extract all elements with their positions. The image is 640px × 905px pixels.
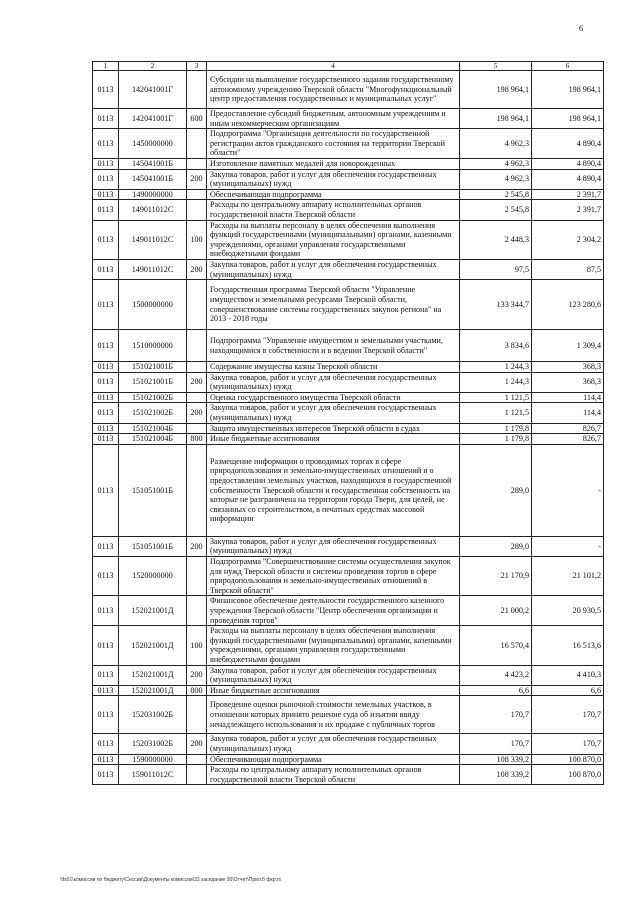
table-row xyxy=(93,403,604,423)
expense-type-code xyxy=(187,189,207,200)
amount-plan: 4 423,2 xyxy=(460,665,532,685)
header-col-2: 2 xyxy=(119,62,187,71)
amount-actual: 368,3 xyxy=(532,362,604,373)
amount-plan: 108 339,2 xyxy=(460,754,532,765)
section-code: 0113 xyxy=(93,444,119,536)
target-article-code: 151021004Б xyxy=(119,434,187,445)
table-row xyxy=(93,189,604,200)
target-article-code: 151051001Б xyxy=(119,536,187,556)
target-article-code: 1510000000 xyxy=(119,330,187,362)
table-row xyxy=(93,754,604,765)
amount-actual: 87,5 xyxy=(532,259,604,279)
amount-actual: 2 304,2 xyxy=(532,220,604,259)
amount-actual: - xyxy=(532,536,604,556)
target-article-code: 145041001Б xyxy=(119,158,187,169)
amount-actual: 2 391,7 xyxy=(532,189,604,200)
target-article-code: 151021004Б xyxy=(119,423,187,434)
amount-actual: 100 870,0 xyxy=(532,754,604,765)
description: Предоставление субсидий бюджетным, автономным учреждениям и иным некоммерческим организациям xyxy=(207,109,460,129)
amount-plan: 2 545,8 xyxy=(460,200,532,220)
amount-plan: 108 339,2 xyxy=(460,765,532,785)
description: Закупка товаров, работ и услуг для обеспечения государственных (муниципальных) нужд xyxy=(207,169,460,189)
page-number: 6 xyxy=(579,24,583,33)
section-code: 0113 xyxy=(93,392,119,403)
section-code: 0113 xyxy=(93,169,119,189)
description: Закупка товаров, работ и услуг для обеспечения государственных (муниципальных) нужд xyxy=(207,734,460,754)
amount-actual: 114,4 xyxy=(532,392,604,403)
amount-plan: 1 179,8 xyxy=(460,423,532,434)
section-code: 0113 xyxy=(93,259,119,279)
expense-type-code: 200 xyxy=(187,372,207,392)
expense-type-code xyxy=(187,596,207,626)
table-row xyxy=(93,536,604,556)
target-article-code: 152021001Д xyxy=(119,626,187,665)
target-article-code: 152021001Д xyxy=(119,685,187,696)
table-row xyxy=(93,372,604,392)
expense-type-code xyxy=(187,280,207,330)
table-body xyxy=(93,71,604,785)
amount-actual: 16 513,6 xyxy=(532,626,604,665)
section-code: 0113 xyxy=(93,129,119,159)
target-article-code: 149011012С xyxy=(119,259,187,279)
description: Закупка товаров, работ и услуг для обеспечения государственных (муниципальных) нужд xyxy=(207,403,460,423)
table-row xyxy=(93,434,604,445)
target-article-code: 142041001Г xyxy=(119,71,187,109)
amount-actual: 4 410,3 xyxy=(532,665,604,685)
section-code: 0113 xyxy=(93,696,119,734)
description: Расходы на выплаты персоналу в целях обеспечения выполнения функций государственными (муниципальными) органами, казенными учреждениями, органами управления государственными внебюджетными фондами xyxy=(207,220,460,259)
expense-type-code: 800 xyxy=(187,434,207,445)
header-col-6: 6 xyxy=(532,62,604,71)
target-article-code: 149011012С xyxy=(119,200,187,220)
expense-type-code xyxy=(187,71,207,109)
description: Закупка товаров, работ и услуг для обеспечения государственных (муниципальных) нужд xyxy=(207,259,460,279)
expense-type-code: 100 xyxy=(187,220,207,259)
expense-type-code xyxy=(187,158,207,169)
amount-actual: 4 890,4 xyxy=(532,158,604,169)
amount-actual: 4 890,4 xyxy=(532,129,604,159)
table-row xyxy=(93,129,604,159)
table-header-row xyxy=(93,62,604,71)
expense-type-code xyxy=(187,696,207,734)
description: Расходы по центральному аппарату исполнительных органов государственной власти Тверской области xyxy=(207,200,460,220)
table-row xyxy=(93,392,604,403)
description: Подпрограмма "Организация деятельности по государственной регистрации актов гражданского состояния на территории Тверской области" xyxy=(207,129,460,159)
section-code: 0113 xyxy=(93,434,119,445)
amount-plan: 3 834,6 xyxy=(460,330,532,362)
section-code: 0113 xyxy=(93,626,119,665)
amount-actual: 4 890,4 xyxy=(532,169,604,189)
description: Субсидии на выполнение государственного задания государственному автономному учреждению Тверской области "Многофункциональный центр предоставления государственных и муниципальных услуг" xyxy=(207,71,460,109)
description: Закупка товаров, работ и услуг для обеспечения государственных (муниципальных) нужд xyxy=(207,372,460,392)
amount-actual: 170,7 xyxy=(532,696,604,734)
amount-actual: 170,7 xyxy=(532,734,604,754)
description: Обеспечивающая подпрограмма xyxy=(207,754,460,765)
section-code: 0113 xyxy=(93,536,119,556)
section-code: 0113 xyxy=(93,372,119,392)
expense-type-code xyxy=(187,754,207,765)
section-code: 0113 xyxy=(93,765,119,785)
amount-plan: 170,7 xyxy=(460,696,532,734)
table-row xyxy=(93,734,604,754)
expense-type-code: 100 xyxy=(187,626,207,665)
amount-actual: 2 391,7 xyxy=(532,200,604,220)
target-article-code: 1450000000 xyxy=(119,129,187,159)
expense-type-code xyxy=(187,765,207,785)
amount-plan: 2 448,3 xyxy=(460,220,532,259)
section-code: 0113 xyxy=(93,220,119,259)
amount-plan: 4 962,3 xyxy=(460,129,532,159)
amount-plan: 4 962,3 xyxy=(460,169,532,189)
table-row xyxy=(93,765,604,785)
description: Обеспечивающая подпрограмма xyxy=(207,189,460,200)
header-col-5: 5 xyxy=(460,62,532,71)
expense-type-code: 200 xyxy=(187,259,207,279)
table-row xyxy=(93,220,604,259)
expense-type-code xyxy=(187,557,207,596)
amount-plan: 289,0 xyxy=(460,536,532,556)
amount-plan: 133 344,7 xyxy=(460,280,532,330)
description: Государственная программа Тверской области "Управление имуществом и земельными ресурсами Тверской области, совершенствование системы государственных закупок региона" на 2013 - 2018 годы xyxy=(207,280,460,330)
expense-type-code xyxy=(187,129,207,159)
target-article-code: 151021002Б xyxy=(119,392,187,403)
amount-actual: 123 280,6 xyxy=(532,280,604,330)
expense-type-code xyxy=(187,362,207,373)
table-row xyxy=(93,259,604,279)
amount-plan: 198 964,1 xyxy=(460,71,532,109)
target-article-code: 1500000000 xyxy=(119,280,187,330)
amount-plan: 21 170,9 xyxy=(460,557,532,596)
target-article-code: 152031002Б xyxy=(119,734,187,754)
target-article-code: 151021002Б xyxy=(119,403,187,423)
target-article-code: 151021001Б xyxy=(119,372,187,392)
amount-plan: 198 964,1 xyxy=(460,109,532,129)
amount-plan: 1 244,3 xyxy=(460,362,532,373)
amount-actual: 1 309,4 xyxy=(532,330,604,362)
description: Закупка товаров, работ и услуг для обеспечения государственных (муниципальных) нужд xyxy=(207,536,460,556)
section-code: 0113 xyxy=(93,754,119,765)
expense-type-code xyxy=(187,444,207,536)
table-row xyxy=(93,362,604,373)
description: Подпрограмма "Совершенствование системы осуществления закупок для нужд Тверской области и системы проведения торгов в сфере природопользования и земельно-имущественных отношений в Тверской области" xyxy=(207,557,460,596)
amount-actual: 6,6 xyxy=(532,685,604,696)
amount-plan: 1 121,5 xyxy=(460,392,532,403)
expense-type-code: 800 xyxy=(187,685,207,696)
description: Проведение оценки рыночной стоимости земельных участков, в отношении которых принято решение суда об изъятии ввиду ненадлежащего использования и их продаже с публичных торгов xyxy=(207,696,460,734)
amount-actual: 368,3 xyxy=(532,372,604,392)
amount-actual: 114,4 xyxy=(532,403,604,423)
amount-actual: 20 930,5 xyxy=(532,596,604,626)
expense-type-code: 200 xyxy=(187,169,207,189)
table-row xyxy=(93,696,604,734)
amount-plan: 1 244,3 xyxy=(460,372,532,392)
section-code: 0113 xyxy=(93,685,119,696)
amount-actual: 100 870,0 xyxy=(532,765,604,785)
section-code: 0113 xyxy=(93,330,119,362)
target-article-code: 1590000000 xyxy=(119,754,187,765)
amount-plan: 1 121,5 xyxy=(460,403,532,423)
table-row xyxy=(93,423,604,434)
expense-type-code: 200 xyxy=(187,665,207,685)
description: Расходы по центральному аппарату исполнительных органов государственной власти Тверской области xyxy=(207,765,460,785)
target-article-code: 1520000000 xyxy=(119,557,187,596)
target-article-code: 142041001Г xyxy=(119,109,187,129)
section-code: 0113 xyxy=(93,109,119,129)
amount-plan: 2 545,8 xyxy=(460,189,532,200)
section-code: 0113 xyxy=(93,158,119,169)
amount-actual: - xyxy=(532,444,604,536)
amount-actual: 198 964,1 xyxy=(532,109,604,129)
description: Защита имущественных интересов Тверской области в судах xyxy=(207,423,460,434)
amount-actual: 198 964,1 xyxy=(532,71,604,109)
table-row xyxy=(93,200,604,220)
amount-plan: 97,5 xyxy=(460,259,532,279)
description: Подпрограмма "Управление имуществом и земельными участками, находящимися в собственности и в ведении Тверской области" xyxy=(207,330,460,362)
amount-actual: 826,7 xyxy=(532,423,604,434)
expense-type-code: 200 xyxy=(187,403,207,423)
target-article-code: 152021001Д xyxy=(119,596,187,626)
table-row xyxy=(93,169,604,189)
section-code: 0113 xyxy=(93,734,119,754)
section-code: 0113 xyxy=(93,596,119,626)
table-row xyxy=(93,109,604,129)
amount-plan: 16 570,4 xyxy=(460,626,532,665)
target-article-code: 1490000000 xyxy=(119,189,187,200)
amount-actual: 21 101,2 xyxy=(532,557,604,596)
expense-type-code xyxy=(187,423,207,434)
section-code: 0113 xyxy=(93,665,119,685)
section-code: 0113 xyxy=(93,200,119,220)
section-code: 0113 xyxy=(93,280,119,330)
expense-type-code xyxy=(187,330,207,362)
budget-table xyxy=(92,61,604,785)
expense-type-code: 200 xyxy=(187,734,207,754)
amount-plan: 170,7 xyxy=(460,734,532,754)
table-row xyxy=(93,596,604,626)
target-article-code: 151021001Б xyxy=(119,362,187,373)
table-row xyxy=(93,685,604,696)
header-col-3: 3 xyxy=(187,62,207,71)
description: Размещение информации о проводимых торгах в сфере природопользования и земельно-имущественных отношений и о предоставлении земельных участков, находящихся в государственной собственности Тверской области и государственная собственность на которые не разграничена на территории города Твери, для целей, не связанных со строительством, в печатных средствах массовой информации xyxy=(207,444,460,536)
table-row xyxy=(93,626,604,665)
table-row xyxy=(93,557,604,596)
description: Финансовое обеспечение деятельности государственного казенного учреждения Тверской области "Центр обеспечения организации и проведения торгов" xyxy=(207,596,460,626)
target-article-code: 152021001Д xyxy=(119,665,187,685)
amount-plan: 4 962,3 xyxy=(460,158,532,169)
section-code: 0113 xyxy=(93,189,119,200)
table-row xyxy=(93,444,604,536)
description: Расходы на выплаты персоналу в целях обеспечения выполнения функций государственными (муниципальными) органами, казенными учреждениями, органами управления государственными внебюджетными фондами xyxy=(207,626,460,665)
description: Содержание имущества казны Тверской области xyxy=(207,362,460,373)
description: Иные бюджетные ассигнования xyxy=(207,685,460,696)
expense-type-code xyxy=(187,392,207,403)
amount-actual: 826,7 xyxy=(532,434,604,445)
section-code: 0113 xyxy=(93,403,119,423)
table-row xyxy=(93,158,604,169)
expense-type-code xyxy=(187,200,207,220)
description: Оценка государственного имущества Тверской области xyxy=(207,392,460,403)
table-row xyxy=(93,330,604,362)
description: Иные бюджетные ассигнования xyxy=(207,434,460,445)
amount-plan: 21 000,2 xyxy=(460,596,532,626)
target-article-code: 149011012С xyxy=(119,220,187,259)
amount-plan: 6,6 xyxy=(460,685,532,696)
description: Изготовление памятных медалей для новорожденных xyxy=(207,158,460,169)
section-code: 0113 xyxy=(93,71,119,109)
amount-plan: 289,0 xyxy=(460,444,532,536)
table-row xyxy=(93,280,604,330)
section-code: 0113 xyxy=(93,362,119,373)
footer-file-path: \\fs01\комиссии по бюджету\Сессии\Документы комиссии\33 заседание 30\Отчет\Прил.5 фкр.rs xyxy=(60,877,282,883)
amount-plan: 1 179,8 xyxy=(460,434,532,445)
target-article-code: 152031002Б xyxy=(119,696,187,734)
target-article-code: 145041001Б xyxy=(119,169,187,189)
table-row xyxy=(93,665,604,685)
section-code: 0113 xyxy=(93,557,119,596)
section-code: 0113 xyxy=(93,423,119,434)
table-row xyxy=(93,71,604,109)
target-article-code: 151051001Б xyxy=(119,444,187,536)
header-col-4: 4 xyxy=(207,62,460,71)
expense-type-code: 200 xyxy=(187,536,207,556)
expense-type-code: 600 xyxy=(187,109,207,129)
header-col-1: 1 xyxy=(93,62,119,71)
description: Закупка товаров, работ и услуг для обеспечения государственных (муниципальных) нужд xyxy=(207,665,460,685)
target-article-code: 159011012С xyxy=(119,765,187,785)
